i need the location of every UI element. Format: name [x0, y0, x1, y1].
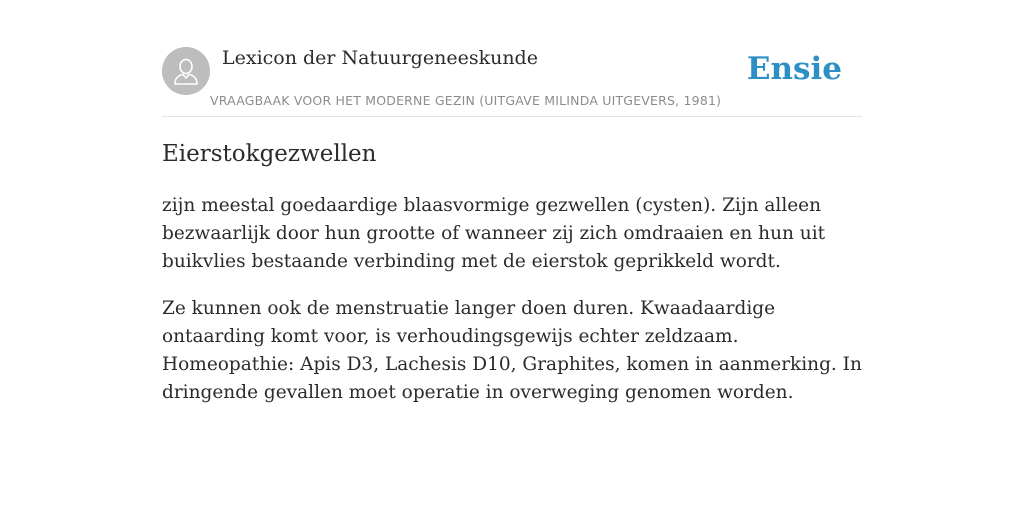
entry-body: [162, 192, 862, 407]
entry-paragraph: Ze kunnen ook de menstruatie langer doen duren. Kwaadaardige ontaarding komt voor, is verhoudingsgewijs echter zeldzaam. Homeopathie: Apis D3, Lachesis D10, Graphites, komen in aanmerking. In dringende gevallen moet operatie in overweging genomen worden.: [162, 298, 862, 403]
user-avatar-icon[interactable]: [162, 47, 210, 95]
source-title[interactable]: Lexicon der Natuurgeneeskunde: [222, 47, 538, 69]
entry-paragraph: zijn meestal goedaardige blaasvormige gezwellen (cysten). Zijn alleen bezwaarlijk door hun grootte of wanneer zij zich omdraaien en hun uit buikvlies bestaande verbinding met de eierstok geprikkeld wordt.: [162, 195, 826, 272]
source-header: [162, 46, 862, 117]
source-subtitle: VRAAGBAAK VOOR HET MODERNE GEZIN (UITGAVE MILINDA UITGEVERS, 1981): [210, 93, 722, 108]
entry-title: Eierstokgezwellen: [162, 141, 377, 167]
brand-logo[interactable]: Ensie: [746, 51, 842, 87]
article: [162, 138, 862, 407]
